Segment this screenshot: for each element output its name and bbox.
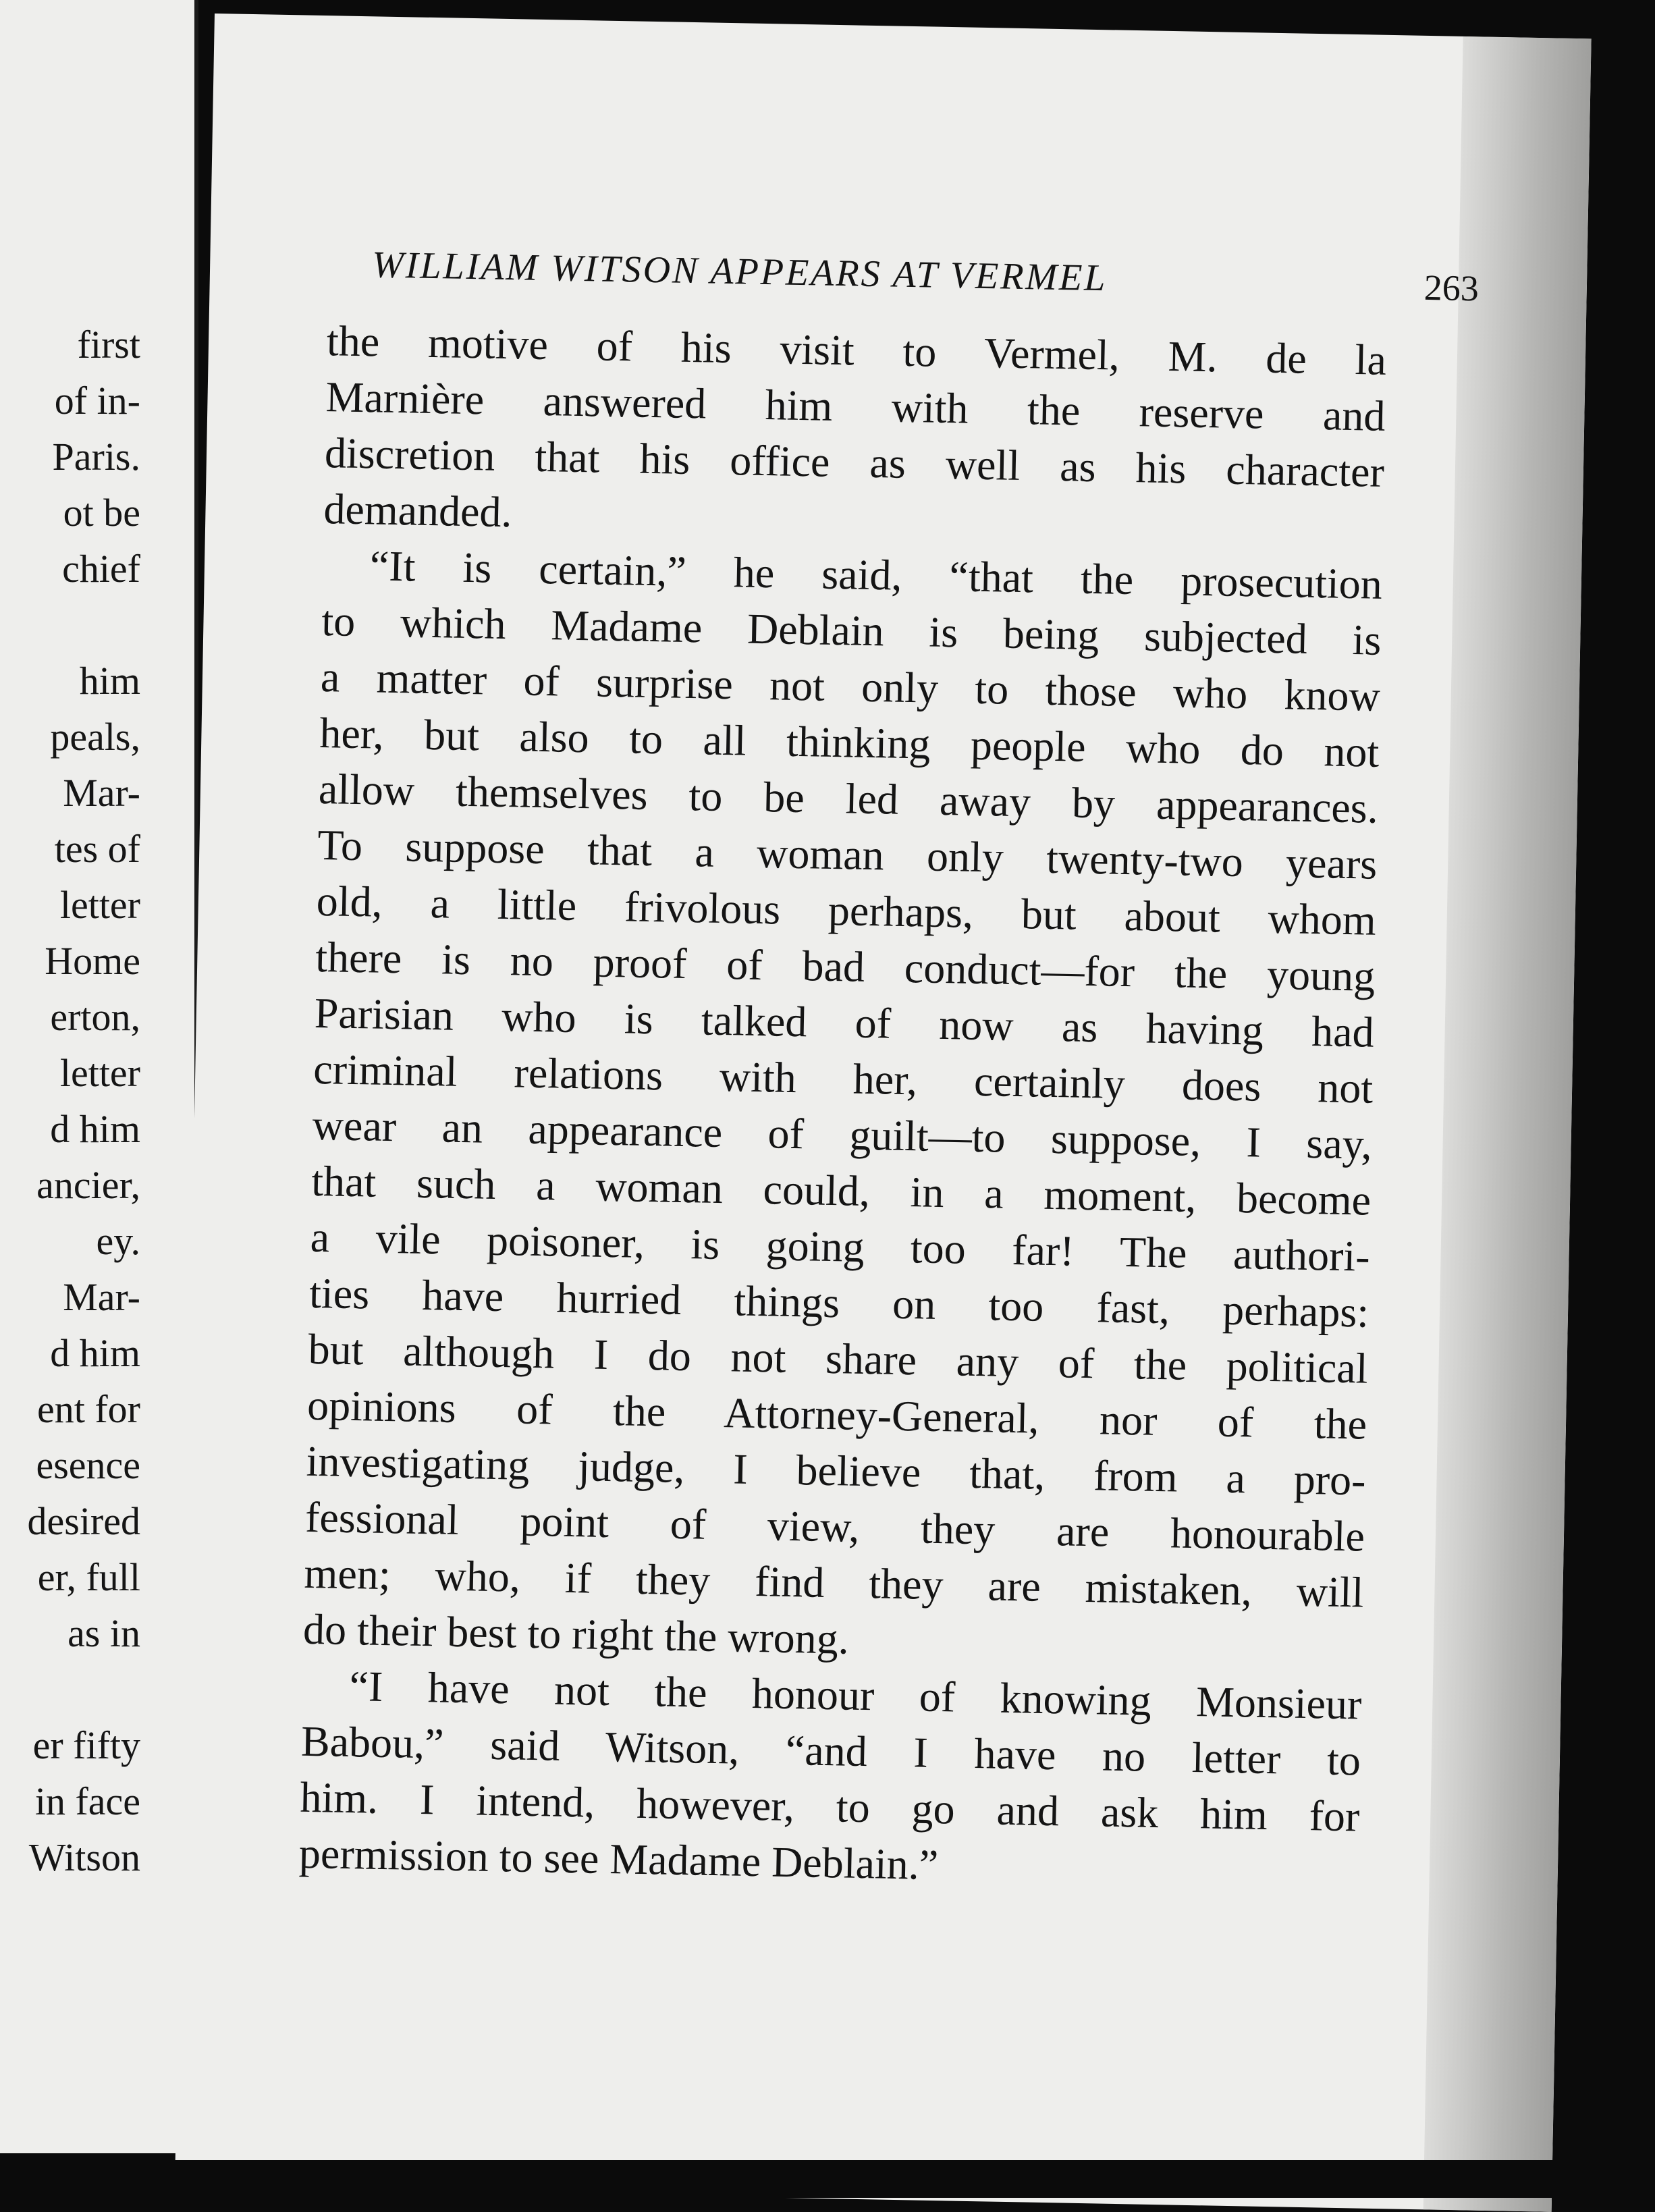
- text-line: fessional point of view, they are honourable: [304, 1492, 1365, 1561]
- previous-page-line: peals,: [50, 715, 140, 759]
- previous-page-line: chief: [62, 547, 140, 591]
- text-line: Parisian who is talked of now as having had: [314, 988, 1375, 1056]
- text-line: “I have not the honour of knowing Monsieur: [348, 1662, 1363, 1729]
- text-line: men; who, if they find they are mistaken, will: [304, 1548, 1365, 1617]
- page-body: [298, 313, 1386, 1900]
- text-line: do their best to right the wrong.: [302, 1604, 850, 1663]
- text-line: criminal relations with her, certainly does not: [313, 1044, 1374, 1112]
- previous-page-line: tes of: [54, 827, 140, 871]
- previous-page-line: him: [79, 659, 140, 703]
- previous-page-line: Witson: [28, 1835, 140, 1879]
- text-line: there is no proof of bad conduct—for the young: [315, 932, 1376, 1000]
- text-line: wear an appearance of guilt—to suppose, I say,: [312, 1100, 1373, 1168]
- text-line: him. I intend, however, to go and ask him for: [299, 1773, 1360, 1841]
- previous-page-line: ot be: [63, 491, 140, 535]
- text-line: to which Madame Deblain is being subjected is: [321, 597, 1382, 664]
- page-edge: [1423, 36, 1592, 2212]
- text-line: investigating judge, I believe that, from a pro-: [306, 1436, 1367, 1505]
- running-head: [372, 243, 1480, 311]
- scan-border: [0, 2160, 1655, 2198]
- previous-page-line: ent for: [37, 1387, 140, 1431]
- text-line: her, but also to all thinking people who do not: [319, 709, 1380, 776]
- previous-page-line: d him: [50, 1331, 140, 1375]
- text-line: that such a woman could, in a moment, become: [310, 1156, 1372, 1224]
- previous-page-line: letter: [59, 883, 140, 927]
- text-line: demanded.: [323, 485, 513, 537]
- previous-page-line: letter: [59, 1051, 140, 1095]
- previous-page-line: erton,: [50, 995, 140, 1039]
- previous-page-line: er, full: [37, 1555, 140, 1599]
- previous-page-line: desired: [27, 1499, 140, 1543]
- previous-page-line: first: [77, 323, 140, 367]
- text-line: but although I do not share any of the political: [308, 1324, 1369, 1393]
- text-line: a matter of surprise not only to those who know: [320, 653, 1381, 720]
- previous-page-line: as in: [67, 1611, 140, 1655]
- text-line: “It is certain,” he said, “that the prosecution: [369, 541, 1383, 608]
- previous-page-line: ancier,: [36, 1163, 140, 1207]
- text-line: permission to see Madame Deblain.”: [298, 1829, 939, 1889]
- text-line: a vile poisoner, is going too far! The authori-: [310, 1212, 1371, 1280]
- text-line: ties have hurried things on too fast, perhaps:: [308, 1268, 1369, 1337]
- page-number: 263: [1423, 267, 1480, 309]
- previous-page-line: of in-: [54, 379, 140, 423]
- running-head-title: WILLIAM WITSON APPEARS AT VERMEL: [371, 244, 1108, 300]
- book-page: [175, 14, 1592, 2212]
- previous-page-line: Mar-: [63, 1275, 140, 1319]
- text-line: discretion that his office as well as his character: [324, 429, 1385, 496]
- previous-page-line: Mar-: [63, 771, 140, 815]
- text-line: Babou,” said Witson, “and I have no letter to: [300, 1717, 1361, 1785]
- text-line: old, a little frivolous perhaps, but about whom: [316, 876, 1377, 944]
- previous-page: [0, 0, 198, 2153]
- previous-page-line: Paris.: [52, 435, 140, 479]
- previous-page-line: d him: [50, 1107, 140, 1151]
- text-line: allow themselves to be led away by appearances.: [318, 765, 1379, 832]
- previous-page-line: er fifty: [32, 1723, 140, 1767]
- previous-page-line: Home: [45, 939, 140, 983]
- previous-page-line: in face: [34, 1779, 140, 1823]
- text-line: the motive of his visit to Vermel, M. de la: [326, 317, 1387, 384]
- text-line: To suppose that a woman only twenty-two years: [317, 821, 1378, 888]
- previous-page-line: ey.: [96, 1219, 140, 1263]
- text-line: Marnière answered him with the reserve and: [325, 373, 1386, 440]
- previous-page-line: esence: [36, 1443, 140, 1487]
- text-line: opinions of the Attorney-General, nor of the: [306, 1380, 1367, 1449]
